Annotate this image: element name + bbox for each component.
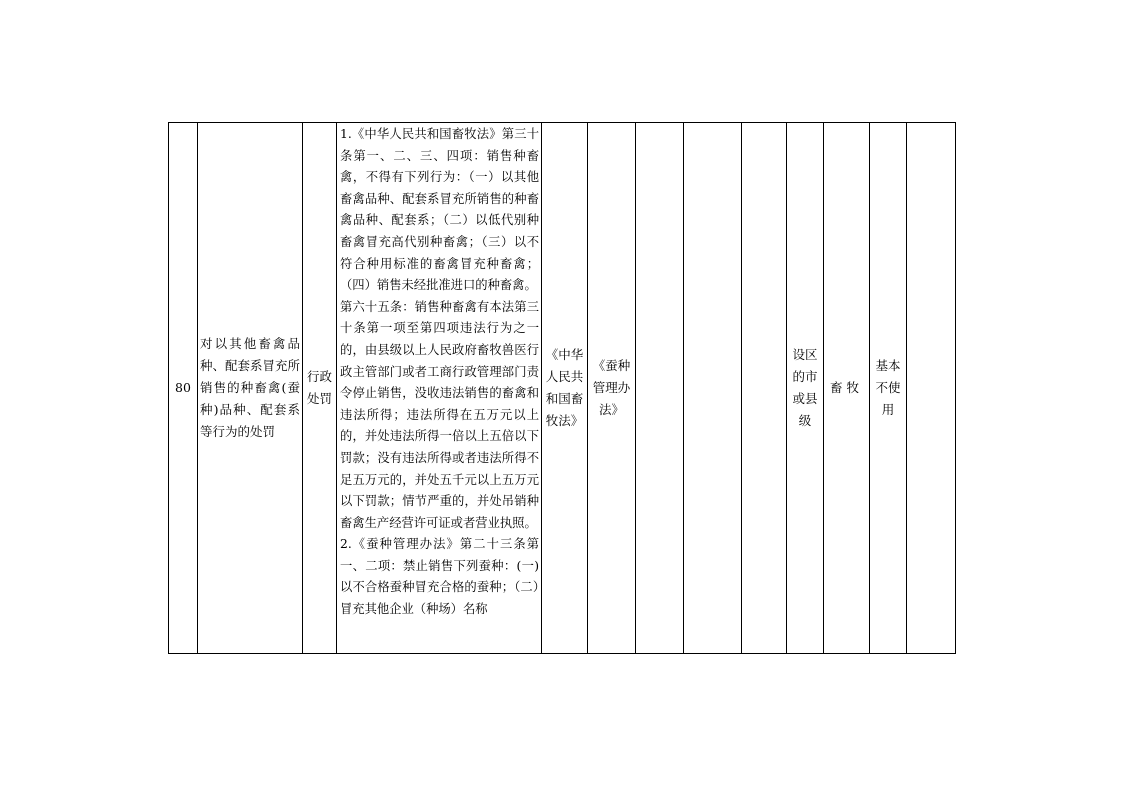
- basis-paragraph: 1.《中华人民共和国畜牧法》第三十条第一、二、三、四项：销售种畜禽，不得有下列行为：（一）以其他畜禽品种、配套系冒充所销售的种畜禽品种、配套系；（二）以低代别种畜禽冒充高代别种畜禽；（三）以不符合种用标准的畜禽冒充种畜禽；（四）销售未经批准进口的种畜禽。: [340, 127, 539, 293]
- item-name: 对以其他畜禽品种、配套系冒充所销售的种畜禽(蚕种)品种、配套系等行为的处罚: [198, 123, 303, 654]
- enforcement-level: 设区的市或县级: [787, 123, 824, 654]
- empty-cell: [684, 123, 742, 654]
- empty-cell: [742, 123, 787, 654]
- basis-paragraph: 第六十五条：销售种畜禽有本法第三十条第一项至第四项违法行为之一的，由县级以上人民政府畜牧兽医行政主管部门或者工商行政管理部门责令停止销售，没收违法销售的畜禽和违法所得；违法所得在五万元以上的，并处违法所得一倍以上五倍以下罚款；没有违法所得或者违法所得不足五万元的，并处五千元以上五万元以下罚款；情节严重的，并处吊销种畜禽生产经营许可证或者营业执照。: [340, 299, 539, 530]
- department: 畜牧: [824, 123, 870, 654]
- law-reference: 《中华人民共和国畜牧法》: [542, 123, 588, 654]
- row-number: 80: [169, 123, 198, 654]
- empty-cell: [907, 123, 956, 654]
- item-category: 行政处罚: [303, 123, 337, 654]
- table-row: [169, 123, 956, 654]
- item-table: [168, 122, 956, 654]
- regulation-reference: 《蚕种管理办法》: [588, 123, 636, 654]
- basis-paragraph: 2.《蚕种管理办法》第二十三条第一、二项：禁止销售下列蚕种：(一)以不合格蚕种冒充合格的蚕种；（二）冒充其他企业（种场）名称: [340, 537, 539, 617]
- usage-status: 基本不使用: [870, 123, 907, 654]
- legal-basis: [337, 123, 542, 654]
- empty-cell: [636, 123, 684, 654]
